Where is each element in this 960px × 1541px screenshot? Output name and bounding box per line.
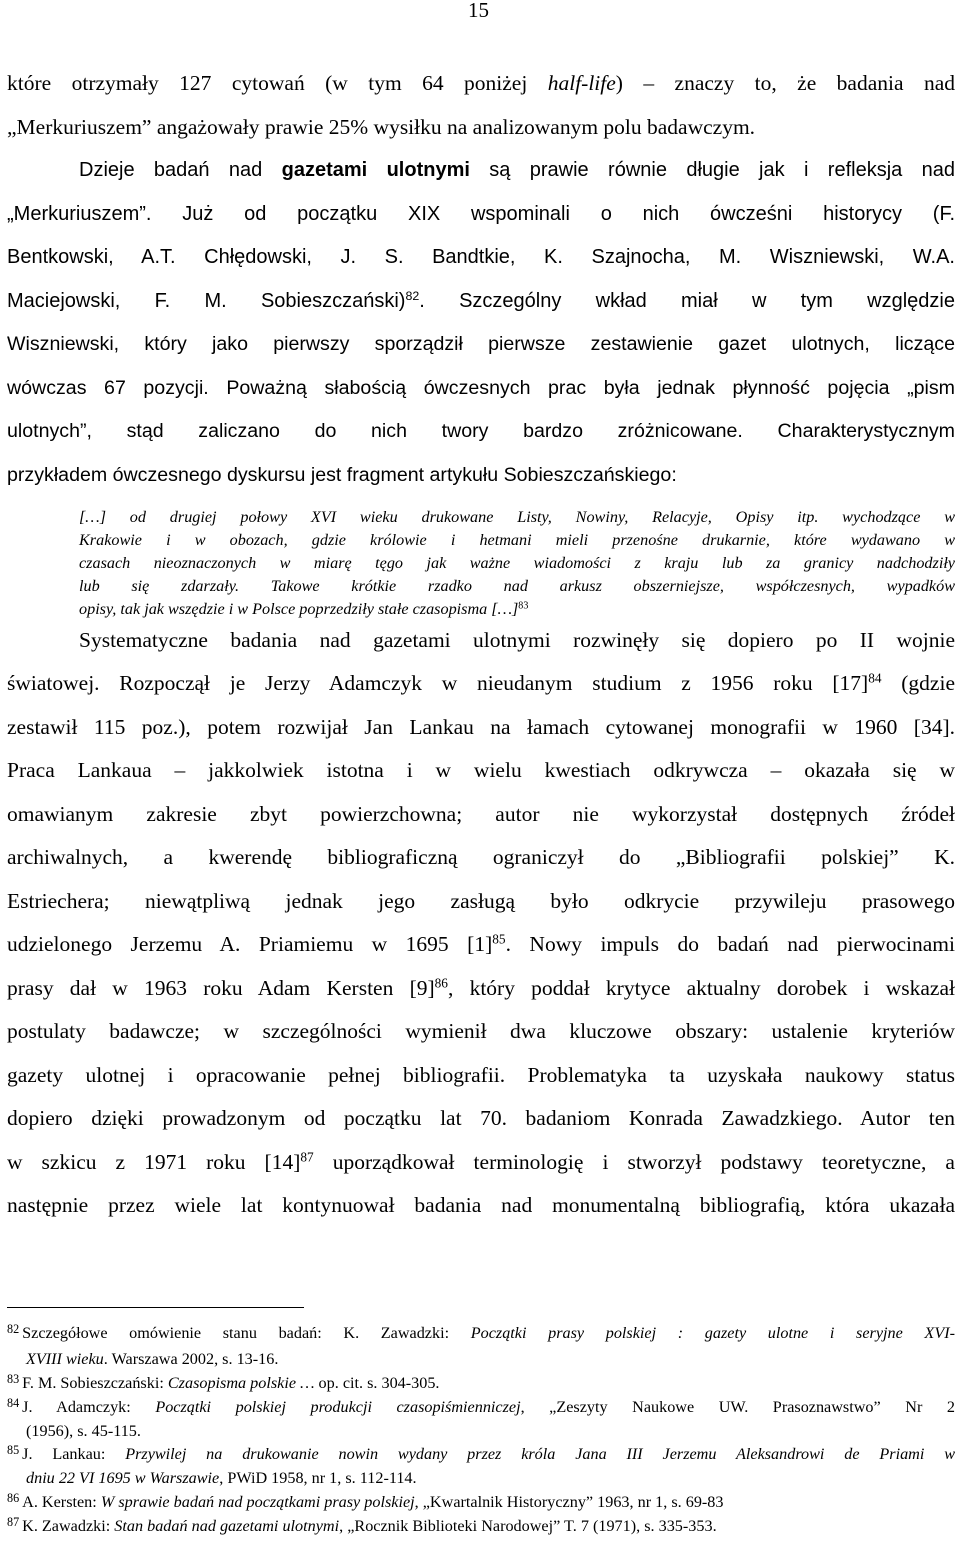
body-line: „Merkuriuszem” angażowały prawie 25% wysiłku na analizowanym polu badawczym. — [7, 115, 756, 139]
body-line: Bentkowski, A.T. Chłędowski, J. S. Bandtkie, K. Szajnocha, M. Wiszniewski, W.A. — [7, 246, 955, 268]
body-line: archiwalnych, a kwerendę bibliograficzną ograniczył do „Bibliografii polskiej” K. — [7, 845, 955, 869]
body-line: Wiszniewski, który jako pierwszy sporządził pierwsze zestawienie gazet ulotnych, liczące — [7, 333, 955, 355]
body-line: następnie przez wiele lat kontynuował badania nad monumentalną bibliografią, która ukazała — [7, 1193, 955, 1217]
quote-line: […] od drugiej połowy XVI wieku drukowane Listy, Nowiny, Relacyje, Opisy itp. wychodzące w — [79, 508, 955, 526]
footnote-87: $^{87}$ K. Zawadzki: Stan badań nad gazetami ulotnymi, „Rocznik Biblioteki Narodowej” T. 7 (1971), s. 335-353. — [7, 1514, 717, 1535]
page-number: 15 — [468, 0, 489, 22]
quote-line: czasach nieoznaczonych w miarę tęgo jak ważne wiadomości z kraju lub za granicy nadchodziły — [79, 554, 955, 572]
quote-line: opisy, tak jak wszędzie i w Polsce poprzedziły stałe czasopisma […]$^{83}$ — [79, 600, 529, 618]
quote-line: Krakowie i w obozach, gdzie królowie i hetmani mieli przenośne drukarnie, które wydawano w — [79, 531, 955, 549]
body-line: Systematyczne badania nad gazetami ulotnymi rozwinęły się dopiero po II wojnie — [79, 628, 955, 652]
body-line: w szkicu z 1971 roku $[14]^{87}$ uporządkował terminologię i stworzył podstawy teoretyczne, a — [7, 1149, 955, 1174]
footnote-ref-82[interactable]: 82 — [405, 289, 420, 304]
body-line: udzielonego Jerzemu A. Priamiemu w 1695 $[1]^{85}$. Nowy impuls do badań nad pierwocinami — [7, 931, 955, 956]
body-line: prasy dał w 1963 roku Adam Kersten $[9]^{86}$, który poddał krytyce aktualny dorobek i wskazał — [7, 975, 955, 1000]
footnote-84: $^{84}$ J. Adamczyk: Początki polskiej produkcji czasopiśmienniczej, „Zeszyty Naukowe UW. Prasoznawstwo” Nr 2 — [7, 1395, 955, 1416]
footnote-84-cont: (1956), s. 45-115. — [26, 1422, 141, 1440]
body-line: dopiero dzięki prowadzonym od początku lat 70. badaniom Konrada Zawadzkiego. Autor ten — [7, 1106, 955, 1130]
footnote-82-cont: XVIII wieku. Warszawa 2002, s. 13-16. — [26, 1350, 279, 1368]
footnote-85: $^{85}$ J. Lankau: Przywilej na drukowanie nowin wydany przez króla Jana III Jerzemu Aleksandrowi de Priami w — [7, 1442, 955, 1463]
footnote-ref-85[interactable]: 85 — [492, 931, 506, 947]
footnote-ref-84[interactable]: 84 — [868, 670, 882, 686]
footnote-ref-86[interactable]: 86 — [434, 975, 448, 991]
body-line: Estriechera; niewątpliwą jednak jego zasługą było odkrycie przywileju prasowego — [7, 889, 955, 913]
quote-line: lub się zdarzały. Takowe krótkie rzadko nad arkusz obszerniejsze, współczesnych, wypadków — [79, 577, 955, 595]
footnote-85-cont: dniu 22 VI 1695 w Warszawie, PWiD 1958, nr 1, s. 112-114. — [26, 1469, 417, 1487]
body-line: gazety ulotnej i opracowanie pełnej bibliografii. Problematyka ta uzyskała naukowy status — [7, 1063, 955, 1087]
body-line: Praca Lankaua – jakkolwiek istotna i w wielu kwestiach odkrywcza – okazała się w — [7, 758, 955, 782]
footnote-ref-83[interactable]: 83 — [518, 600, 529, 612]
footnote-86: $^{86}$ A. Kersten: W sprawie badań nad początkami prasy polskiej, „Kwartalnik Historyczny” 1963, nr 1, s. 69-83 — [7, 1490, 724, 1511]
footnote-separator — [7, 1307, 304, 1308]
body-line: „Merkuriuszem”. Już od początku XIX wspominali o nich ówcześni historycy (F. — [7, 203, 955, 225]
body-line: ulotnych”, stąd zaliczano do nich twory bardzo zróżnicowane. Charakterystycznym — [7, 420, 955, 442]
body-line: omawianym zakresie zbyt powierzchowna; autor nie wykorzystał dostępnych źródeł — [7, 802, 955, 826]
body-line: przykładem ówczesnego dyskursu jest fragment artykułu Sobieszczańskiego: — [7, 464, 677, 486]
body-line: zestawił 115 poz.), potem rozwijał Jan Lankau na łamach cytowanej monografii w 1960 [34]. — [7, 715, 955, 739]
footnote-ref-87[interactable]: 87 — [300, 1149, 314, 1165]
footnote-83: $^{83}$ F. M. Sobieszczański: Czasopisma polskie … op. cit. s. 304-305. — [7, 1371, 440, 1392]
body-line: światowej. Rozpoczął je Jerzy Adamczyk w nieudanym studium z 1956 roku $[17]^{84}$ (gdzie — [7, 670, 955, 695]
body-line: postulaty badawcze; w szczególności wymienił dwa kluczowe obszary: ustalenie kryteriów — [7, 1019, 955, 1043]
footnote-82: $^{82}$ Szczegółowe omówienie stanu badań: K. Zawadzki: Początki prasy polskiej : gazety ulotne i seryjne XVI- — [7, 1321, 955, 1342]
body-line: wówczas 67 pozycji. Poważną słabością ówczesnych prac była jednak płynność pojęcia „pism — [7, 377, 955, 399]
body-line: które otrzymały 127 cytowań (w tym 64 poniżej half-life) – znaczy to, że badania nad — [7, 71, 955, 95]
body-line: Maciejowski, F. M. Sobieszczański)$^{82}$. Szczególny wkład miał w tym względzie — [7, 289, 955, 312]
body-line: Dzieje badań nad gazetami ulotnymi są prawie równie długie jak i refleksja nad — [79, 159, 955, 181]
